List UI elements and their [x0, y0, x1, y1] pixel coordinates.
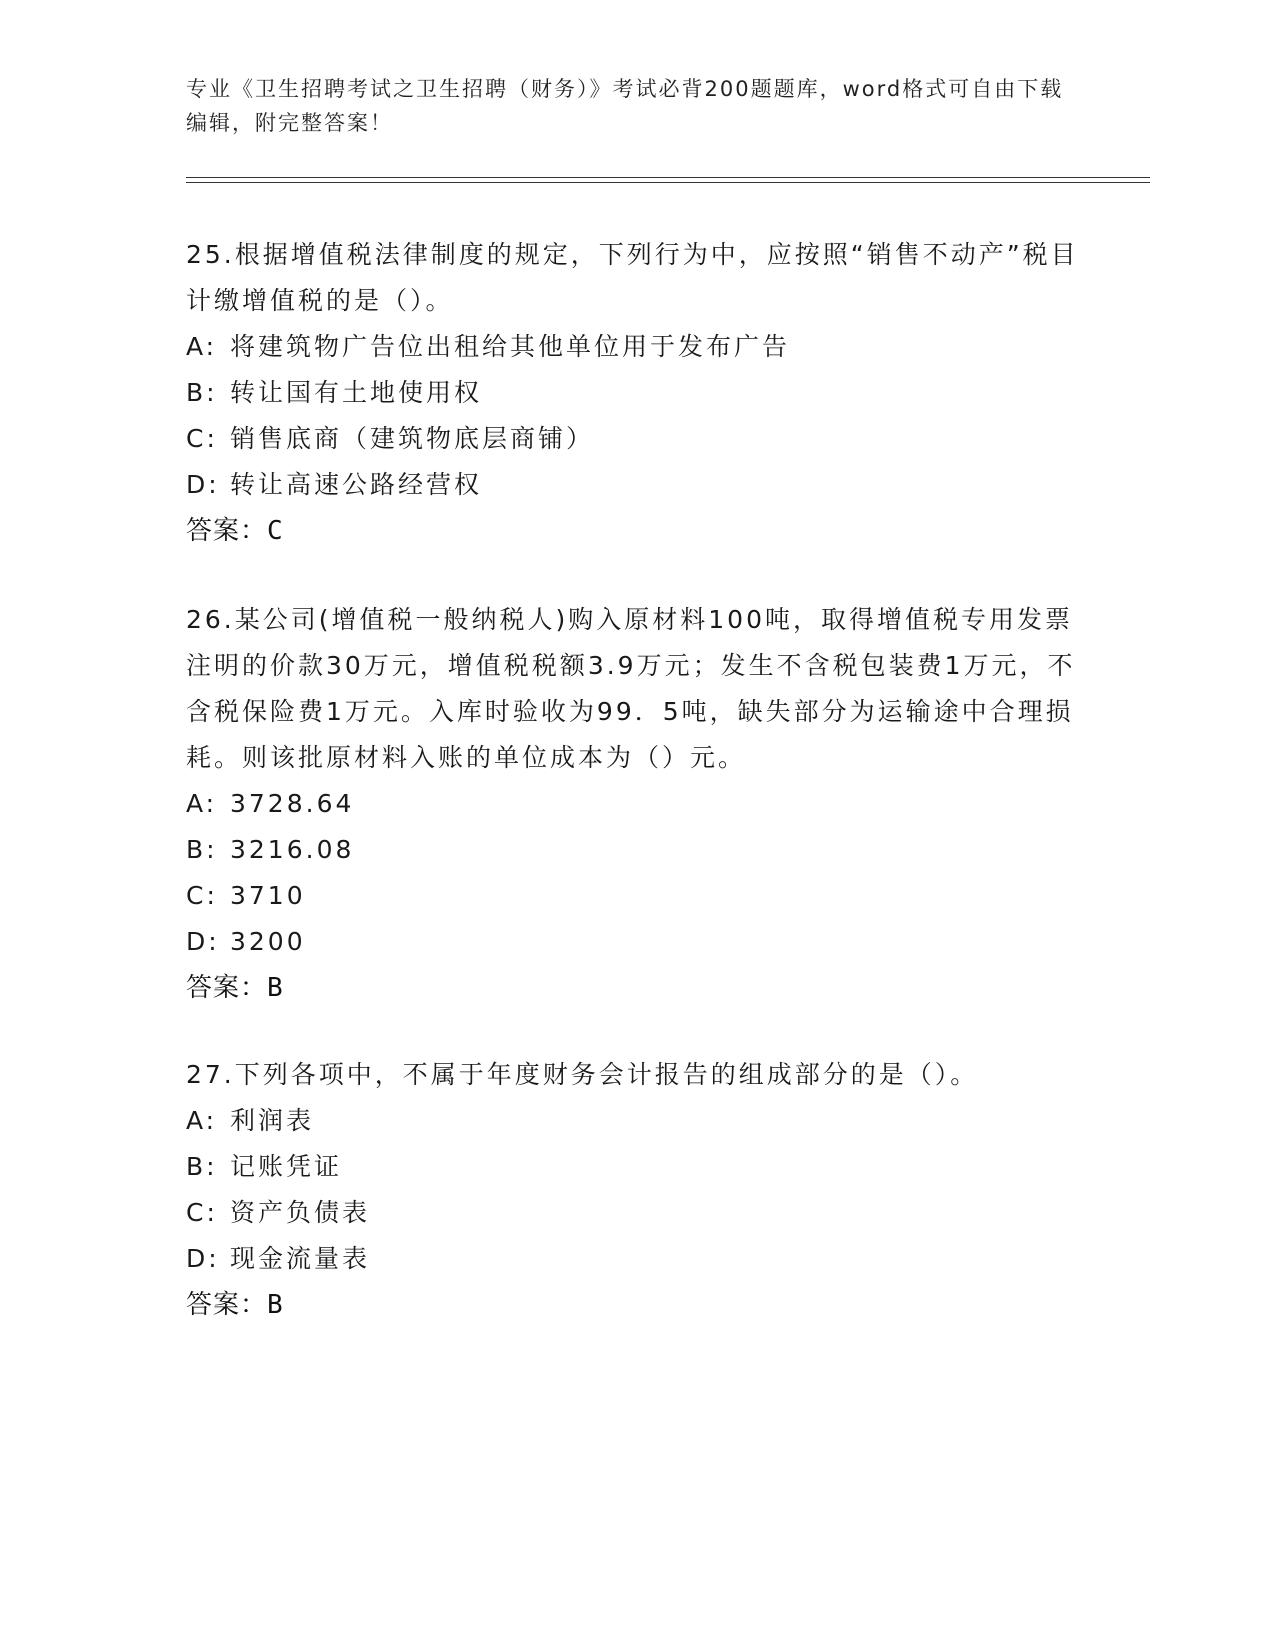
answer-value: B: [267, 1290, 284, 1320]
option-text: 3200: [230, 927, 306, 956]
option-a: [186, 324, 1086, 370]
option-b: [186, 1144, 1086, 1190]
option-key: D:: [186, 1244, 220, 1273]
option-d: [186, 462, 1086, 508]
option-b: [186, 370, 1086, 416]
option-key: D:: [186, 470, 220, 499]
option-key: A:: [186, 1106, 218, 1135]
header-rule-top: [186, 177, 1150, 178]
option-key: D:: [186, 927, 220, 956]
question-27: [186, 1052, 1086, 1328]
option-key: B:: [186, 1152, 218, 1181]
option-key: C:: [186, 424, 218, 453]
answer-label: 答案：: [186, 1290, 268, 1320]
option-d: [186, 1236, 1086, 1282]
option-text: 记账凭证: [230, 1152, 343, 1181]
option-b: [186, 827, 1086, 873]
answer-label: 答案：: [186, 973, 268, 1003]
option-c: [186, 416, 1086, 462]
question-stem: 26.某公司(增值税一般纳税人)购入原材料100吨，取得增值税专用发票注明的价款30万元，增值税税额3.9万元；发生不含税包装费1万元，不含税保险费1万元。入库时验收为99．5吨，缺失部分为运输途中合理损耗。则该批原材料入账的单位成本为（）元。: [186, 605, 1076, 772]
question-25: [186, 232, 1086, 554]
answer-line: [186, 965, 1086, 1011]
option-c: [186, 1190, 1086, 1236]
question-26: [186, 597, 1086, 1011]
option-text: 销售底商（建筑物底层商铺）: [230, 424, 595, 453]
option-a: [186, 1098, 1086, 1144]
option-a: [186, 781, 1086, 827]
question-stem: 27.下列各项中，不属于年度财务会计报告的组成部分的是（）。: [186, 1060, 979, 1089]
option-text: 转让高速公路经营权: [230, 470, 483, 499]
option-key: B:: [186, 378, 218, 407]
question-stem: 25.根据增值税法律制度的规定，下列行为中，应按照“销售不动产”税目计缴增值税的是（）。: [186, 240, 1079, 315]
option-text: 利润表: [230, 1106, 315, 1135]
option-text: 现金流量表: [230, 1244, 371, 1273]
header-rule-bottom: [186, 182, 1150, 183]
option-text: 将建筑物广告位出租给其他单位用于发布广告: [230, 332, 791, 361]
answer-line: [186, 508, 1086, 554]
option-key: A:: [186, 332, 218, 361]
option-text: 资产负债表: [230, 1198, 371, 1227]
option-text: 3710: [230, 881, 306, 910]
option-key: C:: [186, 1198, 218, 1227]
option-text: 3216.08: [230, 835, 355, 864]
answer-line: [186, 1282, 1086, 1328]
option-key: C:: [186, 881, 218, 910]
option-c: [186, 873, 1086, 919]
option-key: A:: [186, 789, 218, 818]
answer-label: 答案：: [186, 516, 268, 546]
option-d: [186, 919, 1086, 965]
option-text: 3728.64: [230, 789, 355, 818]
answer-value: C: [267, 516, 284, 546]
option-key: B:: [186, 835, 218, 864]
answer-value: B: [267, 973, 284, 1003]
option-text: 转让国有土地使用权: [230, 378, 483, 407]
document-intro: 专业《卫生招聘考试之卫生招聘（财务）》考试必背200题题库，word格式可自由下载编辑，附完整答案！: [186, 77, 1064, 135]
